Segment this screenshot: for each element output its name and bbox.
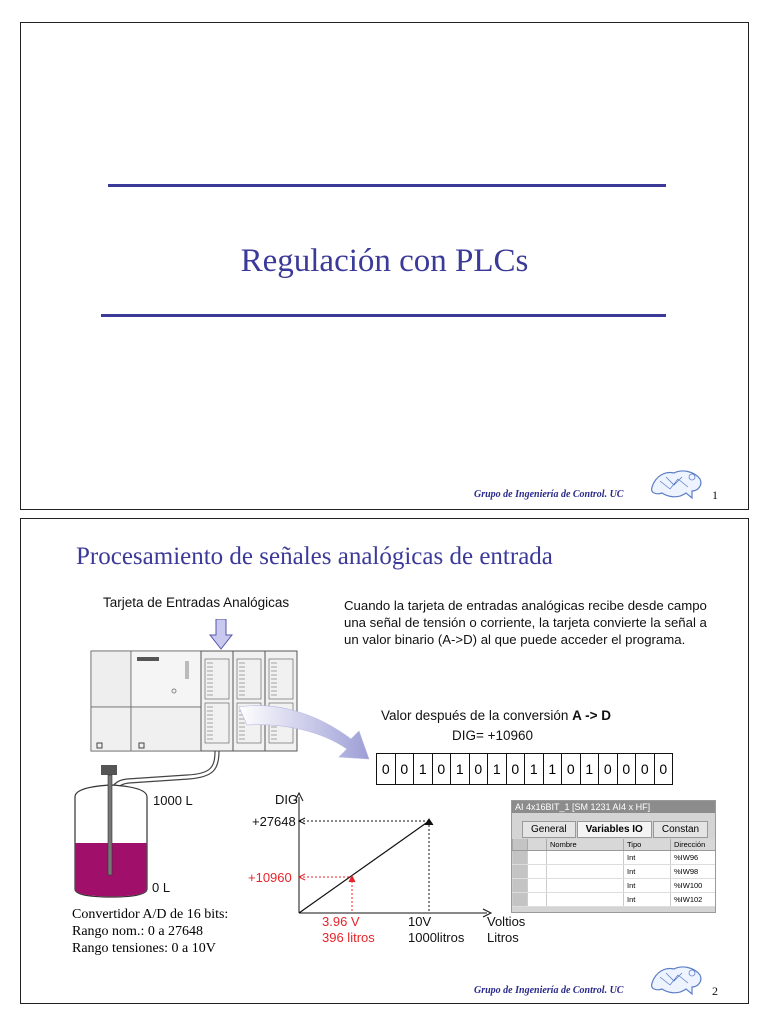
graph-y-max-label: +27648 — [252, 814, 296, 829]
slide-2-page-number: 2 — [712, 984, 718, 998]
slide-2-footer: Grupo de Ingeniería de Control. UC — [474, 985, 624, 996]
table-row[interactable] — [513, 865, 716, 879]
bit-cell: 0 — [618, 754, 637, 784]
title-rule-top — [108, 184, 666, 187]
binary-register — [376, 753, 673, 785]
cell-type: Int — [624, 893, 671, 907]
graph-x-axis-liters: Litros — [487, 930, 519, 945]
graph-y-point-label: +10960 — [248, 870, 292, 885]
column-header-address: Dirección — [671, 839, 716, 851]
spec-line: Rango nom.: 0 a 27648 — [72, 924, 204, 939]
slide-2-title: Procesamiento de señales analógicas de entrada — [76, 543, 553, 570]
bit-cell: 0 — [599, 754, 618, 784]
tab-constants[interactable]: Constan — [653, 821, 708, 838]
bit-cell: 0 — [470, 754, 489, 784]
column-header-type: Tipo — [624, 839, 671, 851]
bit-cell: 0 — [377, 754, 396, 784]
row-blank — [528, 851, 547, 865]
table-corner — [513, 839, 528, 851]
graph-x-axis-voltage: Voltios — [487, 914, 526, 929]
tab-variables-io[interactable]: Variables IO — [577, 821, 652, 838]
bit-cell: 0 — [507, 754, 526, 784]
slide-1-page-number: 1 — [712, 488, 718, 502]
cell-type: Int — [624, 865, 671, 879]
bit-cell: 1 — [525, 754, 544, 784]
cell-address: %IW100 — [671, 879, 716, 893]
panel-header: AI 4x16BIT_1 [SM 1231 AI4 x HF] — [512, 801, 715, 813]
column-header-name: Nombre — [547, 839, 624, 851]
bit-cell: 0 — [636, 754, 655, 784]
row-blank — [528, 879, 547, 893]
bit-cell: 0 — [433, 754, 452, 784]
table-row[interactable] — [513, 851, 716, 865]
conversion-label — [381, 708, 611, 723]
bit-cell: 0 — [396, 754, 415, 784]
bit-cell: 0 — [659, 761, 668, 777]
tank-bottom-label: 0 L — [152, 880, 171, 895]
description-paragraph: Cuando la tarjeta de entradas analógicas recibe desde campo una señal de tensión o corriente, la tarjeta convierte la señal a un valor binario (A->D) al que puede acceder el programa. — [344, 598, 707, 647]
graph-y-axis-label: DIG — [275, 792, 299, 807]
row-index — [513, 865, 528, 879]
tab-general[interactable]: General — [522, 821, 576, 838]
group-logo-icon — [648, 465, 704, 503]
bit-cell: 0 — [562, 754, 581, 784]
slide-1-footer: Grupo de Ingeniería de Control. UC — [474, 489, 624, 500]
dig-value: DIG= +10960 — [452, 728, 534, 743]
card-label: Tarjeta de Entradas Analógicas — [103, 595, 290, 610]
tank-top-label: 1000 L — [153, 793, 193, 808]
group-logo-icon — [648, 961, 704, 999]
bit-cell: 1 — [451, 754, 470, 784]
panel-tabs — [522, 821, 709, 838]
graph-x-max-liters: 1000litros — [408, 930, 465, 945]
bit-cell: 1 — [544, 754, 563, 784]
title-rule-bottom — [101, 314, 666, 317]
cell-type: Int — [624, 851, 671, 865]
cell-type: Int — [624, 879, 671, 893]
row-blank — [528, 893, 547, 907]
cell-name[interactable] — [547, 893, 624, 907]
graph-x-max-voltage: 10V — [408, 914, 432, 929]
slide-2 — [20, 518, 749, 1004]
bit-cell: 1 — [488, 754, 507, 784]
cell-name[interactable] — [547, 865, 624, 879]
table-blank-header — [528, 839, 547, 851]
row-index — [513, 851, 528, 865]
cell-address: %IW96 — [671, 851, 716, 865]
graph-x-point-liters: 396 litros — [322, 930, 375, 945]
cell-address: %IW98 — [671, 865, 716, 879]
row-blank — [528, 865, 547, 879]
cell-name[interactable] — [547, 851, 624, 865]
io-table — [512, 839, 715, 907]
converter-specs — [72, 906, 228, 957]
table-row[interactable] — [513, 879, 716, 893]
conversion-graph — [249, 789, 549, 924]
cell-name[interactable] — [547, 879, 624, 893]
graph-x-point-voltage: 3.96 V — [322, 914, 360, 929]
spec-line: Rango tensiones: 0 a 10V — [72, 941, 216, 956]
tank-illustration — [71, 761, 151, 901]
conversion-bold: A -> D — [572, 708, 612, 723]
row-index — [513, 879, 528, 893]
bit-cell: 1 — [414, 754, 433, 784]
slide-1 — [20, 22, 749, 510]
row-index — [513, 893, 528, 907]
io-variables-panel — [511, 800, 716, 913]
slide-1-title: Regulación con PLCs — [240, 243, 529, 279]
conversion-text: Valor después de la conversión — [381, 708, 573, 723]
bit-cell: 1 — [581, 754, 600, 784]
spec-line: Convertidor A/D de 16 bits: — [72, 907, 229, 922]
cell-address: %IW102 — [671, 893, 716, 907]
table-row[interactable] — [513, 893, 716, 907]
